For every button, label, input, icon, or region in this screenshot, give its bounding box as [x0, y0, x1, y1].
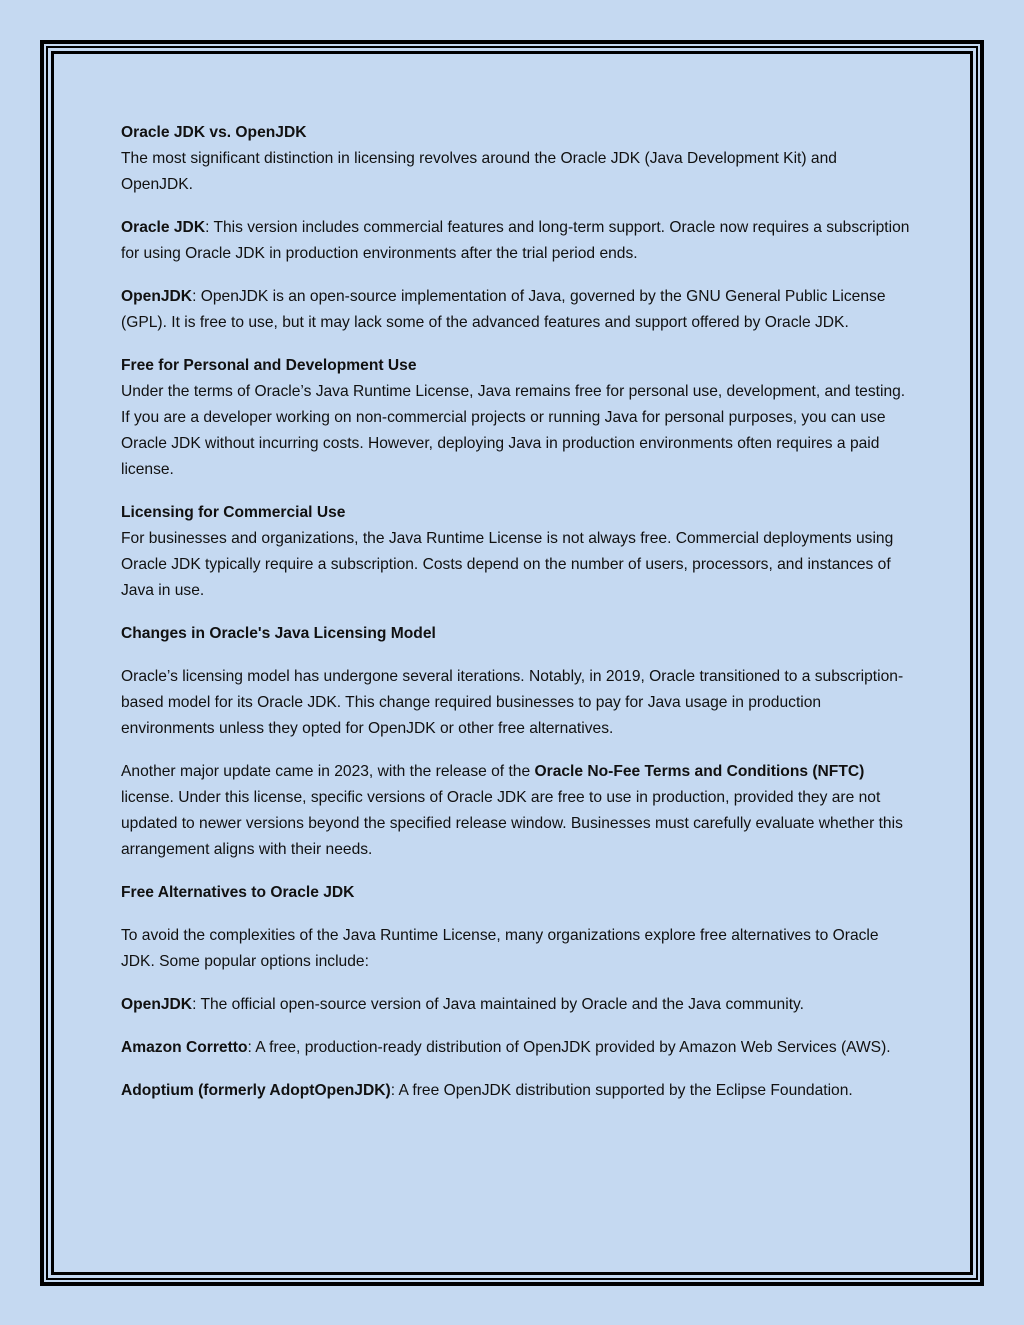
section-heading: Free for Personal and Development Use	[121, 357, 417, 374]
section-commercial	[121, 500, 911, 604]
list-item-openjdk	[121, 992, 911, 1018]
paragraph-openjdk	[121, 284, 911, 336]
document-body	[121, 120, 911, 1121]
paragraph-changes-2019: Oracle’s licensing model has undergone several iterations. Notably, in 2019, Oracle transitioned to a subscription-based model for its Oracle JDK. This change required businesses to pay for Java usage in production environments unless they opted for OpenJDK or other free alternatives.	[121, 668, 904, 737]
paragraph-alternatives-intro: To avoid the complexities of the Java Runtime License, many organizations explore free alternatives to Oracle JDK. Some popular options include:	[121, 927, 879, 970]
paragraph-text: : OpenJDK is an open-source implementation of Java, governed by the GNU General Public License (GPL). It is free to use, but it may lack some of the advanced features and support offered by Oracle JDK.	[121, 288, 886, 331]
list-item-amazon-corretto	[121, 1035, 911, 1061]
paragraph-changes-2023	[121, 759, 911, 863]
section-free-personal	[121, 353, 911, 483]
section-heading: Changes in Oracle's Java Licensing Model	[121, 625, 436, 642]
section-text: Under the terms of Oracle’s Java Runtime License, Java remains free for personal use, development, and testing. If you are a developer working on non-commercial projects or running Java for personal purposes, you can use Oracle JDK without incurring costs. However, deploying Java in production environments often requires a paid license.	[121, 383, 906, 478]
list-item-text: : A free OpenJDK distribution supported by the Eclipse Foundation.	[390, 1082, 853, 1099]
section-heading: Free Alternatives to Oracle JDK	[121, 884, 355, 901]
list-item-adoptium	[121, 1078, 911, 1104]
paragraph-text: : This version includes commercial features and long-term support. Oracle now requires a subscription for using Oracle JDK in production environments after the trial period ends.	[121, 219, 910, 262]
list-item-text: : The official open-source version of Java maintained by Oracle and the Java community.	[192, 996, 805, 1013]
term-nftc: Oracle No-Fee Terms and Conditions (NFTC)	[534, 763, 865, 780]
paragraph-text: license. Under this license, specific versions of Oracle JDK are free to use in production, provided they are not updated to newer versions beyond the specified release window. Businesses must carefully evaluate whether this arrangement aligns with their needs.	[121, 789, 903, 858]
paragraph-oracle-jdk	[121, 215, 911, 267]
term-adoptium: Adoptium (formerly AdoptOpenJDK)	[121, 1082, 391, 1099]
paragraph-text: Another major update came in 2023, with the release of the	[121, 763, 535, 780]
term-oracle-jdk: Oracle JDK	[121, 219, 206, 236]
section-alternatives-heading	[121, 880, 911, 906]
section-text: For businesses and organizations, the Java Runtime License is not always free. Commercial deployments using Oracle JDK typically require a subscription. Costs depend on the number of users, processors, and instances of Java in use.	[121, 530, 894, 599]
section-heading: Oracle JDK vs. OpenJDK	[121, 124, 307, 141]
term-amazon-corretto: Amazon Corretto	[121, 1039, 248, 1056]
list-item-text: : A free, production-ready distribution of OpenJDK provided by Amazon Web Services (AWS).	[247, 1039, 891, 1056]
term-openjdk: OpenJDK	[121, 288, 193, 305]
section-changes-heading	[121, 621, 911, 647]
section-oracle-vs-openjdk	[121, 120, 911, 198]
section-heading: Licensing for Commercial Use	[121, 504, 346, 521]
term-openjdk: OpenJDK	[121, 996, 193, 1013]
section-text: The most significant distinction in licensing revolves around the Oracle JDK (Java Development Kit) and OpenJDK.	[121, 150, 837, 193]
